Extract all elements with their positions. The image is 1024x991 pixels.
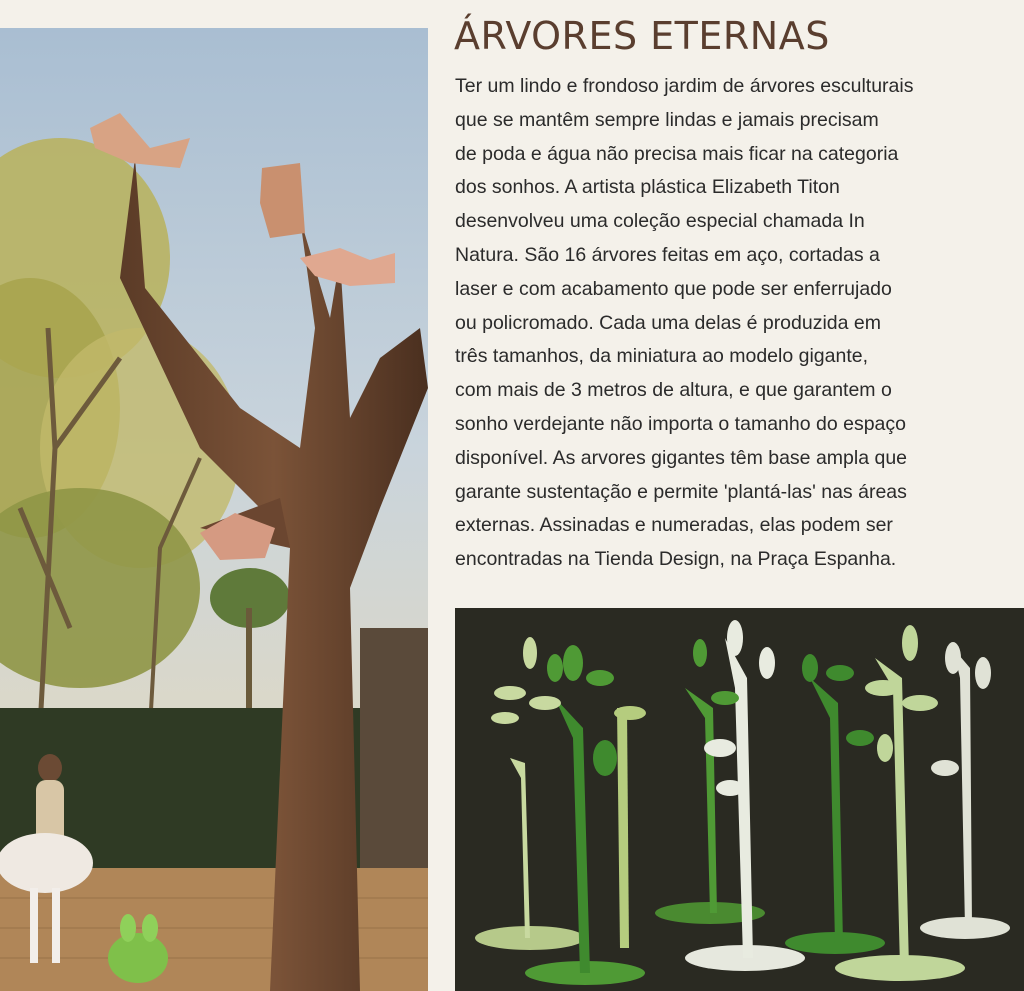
body-line: sonho verdejante não importa o tamanho do espaço — [455, 412, 906, 435]
body-line: garante sustentação e permite 'plantá-las' nas áreas — [455, 480, 907, 503]
body-line: encontradas na Tienda Design, na Praça Espanha. — [455, 548, 897, 571]
body-line: Ter um lindo e frondoso jardim de árvores esculturais — [455, 75, 914, 97]
body-line: laser e com acabamento que pode ser enferrujado — [455, 277, 892, 300]
body-line: desenvolveu uma coleção especial chamada In — [455, 210, 865, 233]
body-line: de poda e água não precisa mais ficar na categoria — [455, 142, 899, 165]
miniature-trees-photo — [455, 608, 1024, 991]
body-line: ou policromado. Cada uma delas é produzida em — [455, 311, 882, 334]
body-line: três tamanhos, da miniatura ao modelo gigante, — [455, 345, 868, 368]
article-body — [455, 70, 1024, 577]
article-title: ÁRVORES ETERNAS — [454, 14, 830, 58]
body-line: externas. Assinadas e numeradas, elas podem ser — [455, 514, 893, 537]
body-line: com mais de 3 metros de altura, e que garantem o — [455, 379, 892, 402]
body-line: Natura. São 16 árvores feitas em aço, cortadas a — [455, 243, 880, 266]
body-line: dos sonhos. A artista plástica Elizabeth Titon — [455, 176, 840, 199]
garden-sculpture-photo — [0, 28, 428, 991]
body-line: disponível. As arvores gigantes têm base ampla que — [455, 446, 908, 469]
body-line: que se mantêm sempre lindas e jamais precisam — [455, 108, 879, 131]
